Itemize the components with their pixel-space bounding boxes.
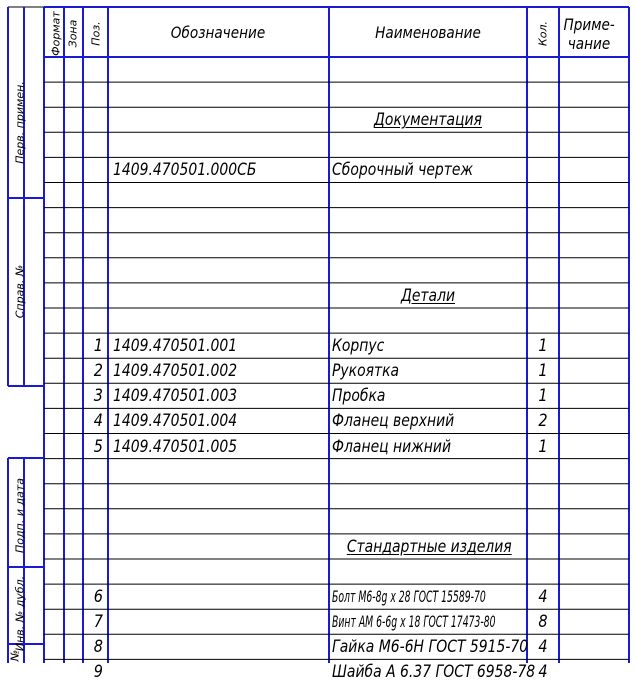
side-label-first-use: Перв. примен. [13,81,27,164]
item-qty: 1 [538,386,548,407]
item-pos: 7 [93,612,103,633]
item-designation: 1409.470501.004 [113,411,238,432]
item-name: Корпус [332,336,385,357]
item-qty: 4 [538,637,548,658]
side-label-dup-inv: Инв. № дубл. [13,575,27,652]
item-qty: 1 [538,361,548,382]
item-name: Болт М6-8g x 28 ГОСТ 15589-70 [332,587,486,607]
item-name: Сборочный чертеж [332,160,474,181]
item-designation: 1409.470501.002 [113,361,238,382]
side-label-ref-no: Справ. № [13,264,27,319]
item-pos: 9 [93,662,103,683]
item-name: Фланец нижний [332,436,452,457]
section-title: Стандартные изделия [346,536,512,557]
item-pos: 3 [93,386,103,407]
header-format: Формат [49,11,63,56]
item-name: Шайба А 6.37 ГОСТ 6958-78 [332,662,536,683]
item-designation: 1409.470501.003 [113,386,238,407]
side-label-sign-date: Подп. и дата [13,478,27,553]
item-pos: 6 [93,587,103,608]
table-grid [8,7,629,663]
item-designation: 1409.470501.000СБ [113,160,257,181]
item-pos: 1 [93,336,103,357]
item-qty: 8 [538,612,548,633]
header-note-line2: чание [567,34,611,53]
header-qty: Кол. [536,20,550,47]
section-title: Детали [400,285,456,306]
item-name: Фланец верхний [332,411,455,432]
header-pos: Поз. [89,21,103,46]
header-zone: Зона [66,19,80,48]
item-qty: 4 [538,587,548,608]
item-pos: 5 [93,436,103,457]
item-qty: 4 [538,662,548,683]
item-qty: 2 [538,411,548,432]
side-label-inv-partial: № [8,649,22,662]
item-qty: 1 [538,336,548,357]
item-pos: 8 [93,637,103,658]
item-qty: 1 [538,436,548,457]
item-name: Винт АМ 6-6g x 18 ГОСТ 17473-80 [332,612,496,632]
item-designation: 1409.470501.001 [113,336,238,357]
header-name: Наименование [375,23,481,42]
item-name: Пробка [332,386,386,407]
item-pos: 2 [93,361,103,382]
item-name: Рукоятка [332,361,400,382]
item-pos: 4 [93,411,103,432]
item-name: Гайка М6-6Н ГОСТ 5915-70 [332,637,529,658]
section-title: Документация [374,110,482,131]
item-designation: 1409.470501.005 [113,436,238,457]
header-designation: Обозначение [170,23,266,42]
header-note-line1: Приме- [563,15,615,34]
